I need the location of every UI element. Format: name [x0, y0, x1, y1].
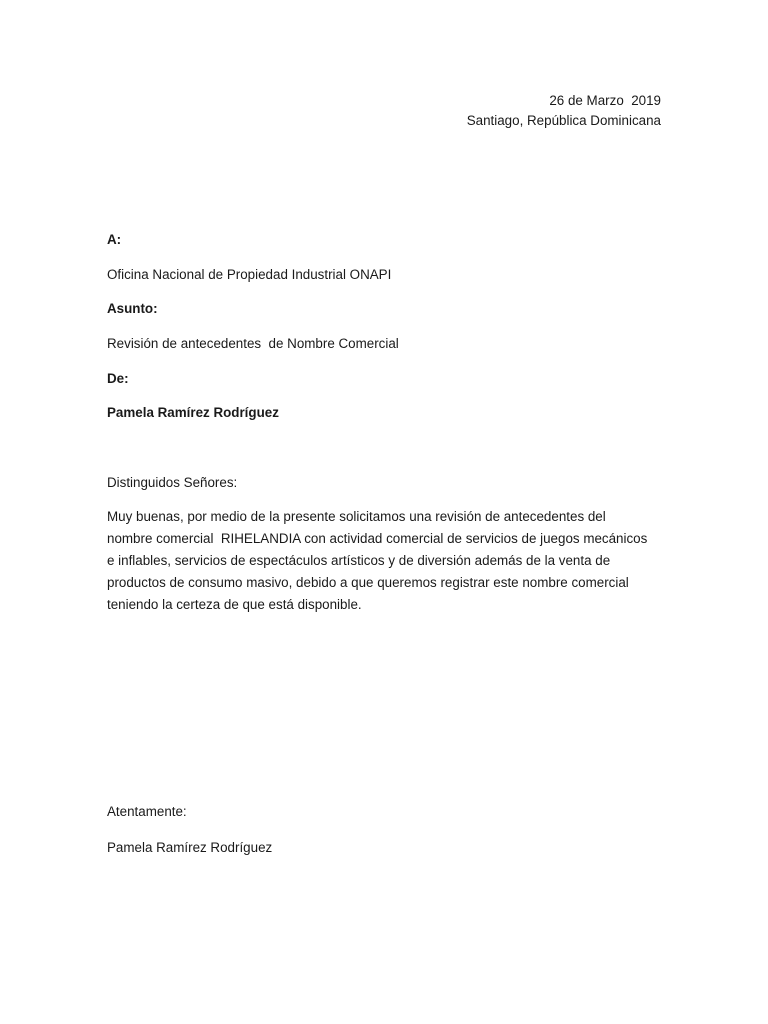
recipient-value: Oficina Nacional de Propiedad Industrial ONAPI: [107, 267, 392, 282]
sender-label: De:: [107, 371, 129, 386]
signature-name: Pamela Ramírez Rodríguez: [107, 840, 273, 855]
subject-label: Asunto:: [107, 301, 158, 316]
sender-value: Pamela Ramírez Rodríguez: [107, 405, 279, 420]
salutation: Distinguidos Señores:: [107, 475, 238, 490]
body-line: teniendo la certeza de que está disponible.: [107, 597, 362, 612]
letter-body: [107, 506, 667, 616]
letter-location: Santiago, República Dominicana: [466, 113, 661, 128]
body-line: productos de consumo masivo, debido a que queremos registrar este nombre comercial: [107, 575, 629, 590]
letter-date: 26 de Marzo 2019: [549, 93, 661, 108]
recipient-label: A:: [107, 232, 122, 247]
subject-value: Revisión de antecedentes de Nombre Comercial: [107, 336, 399, 351]
body-line: nombre comercial RIHELANDIA con actividad comercial de servicios de juegos mecánicos: [107, 531, 648, 546]
body-line: e inflables, servicios de espectáculos artísticos y de diversión además de la venta de: [107, 553, 611, 568]
closing: Atentamente:: [107, 804, 187, 819]
body-line: Muy buenas, por medio de la presente solicitamos una revisión de antecedentes del: [107, 509, 606, 524]
